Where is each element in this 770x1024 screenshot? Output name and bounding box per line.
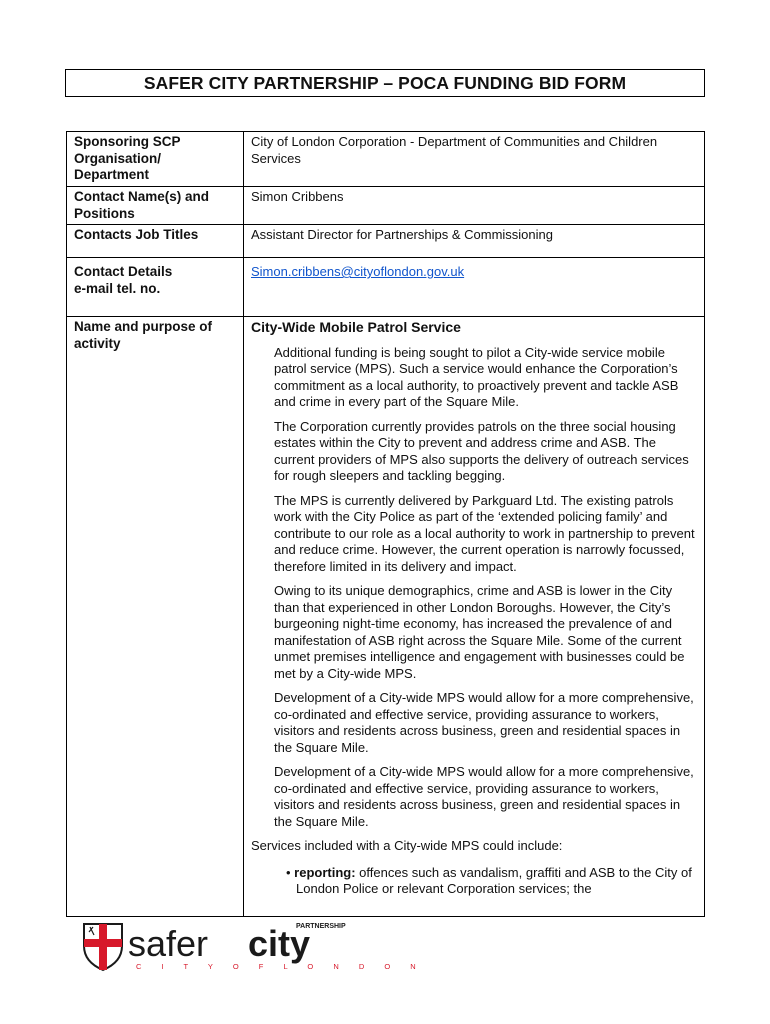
- contact-details-label-text: Contact Details e-mail tel. no.: [74, 264, 173, 296]
- bullet-text: offences such as vandalism, graffiti and ASB to the City of London Police or relevant Corporation services; the: [296, 864, 692, 896]
- email-link[interactable]: Simon.cribbens@cityoflondon.gov.uk: [251, 264, 465, 279]
- job-title-label: Contacts Job Titles: [67, 225, 244, 258]
- table-row: [67, 317, 705, 917]
- contact-details-value: [244, 258, 705, 317]
- job-title-value: Assistant Director for Partnerships & Commissioning: [244, 225, 705, 258]
- activity-paragraph: Development of a City-wide MPS would allow for a more comprehensive, co-ordinated and effective service, providing assurance to workers, visitors and residents across business, green and residential spaces in the Square Mile.: [274, 690, 694, 755]
- list-item: • reporting: offences such as vandalism, graffiti and ASB to the City of London Police or relevant Corporation services; the: [286, 864, 692, 896]
- logo-partnership: PARTNERSHIP: [296, 923, 346, 930]
- activity-paragraph: Additional funding is being sought to pilot a City-wide service mobile patrol service (MPS). Such a service would enhance the Corporation’s commitment as a local authority, to proactively prevent and tackle ASB and crime in every part of the Square Mile.: [274, 344, 679, 409]
- services-lead: Services included with a City-wide MPS could include:: [251, 838, 563, 853]
- shield-cross-icon: [84, 924, 122, 970]
- table-row: [67, 225, 705, 258]
- activity-paragraph: The Corporation currently provides patrols on the three social housing estates within the City to prevent and address crime and ASB. The current providers of MPS also supports the delivery of outreach services for rough sleepers and tackling begging.: [274, 418, 689, 483]
- contact-name-label: Contact Name(s) and Positions: [67, 187, 244, 225]
- activity-table: [66, 316, 705, 917]
- safer-city-logo: [82, 920, 425, 972]
- logo-word-city: city: [248, 923, 311, 964]
- contact-table: [66, 131, 705, 317]
- contact-details-label: [67, 258, 244, 317]
- contact-name-value: Simon Cribbens: [244, 187, 705, 225]
- activity-paragraph: Owing to its unique demographics, crime and ASB is lower in the City than that experienced in other London Boroughs. However, the City’s burgeoning night-time economy, has increased the prevalence of and manifestation of ASB right across the Square Mile. Some of the current unmet premises intelligence and engagement with businesses could be met by a City-wide MPS.: [274, 583, 685, 681]
- activity-content: [244, 317, 705, 917]
- activity-paragraph: The MPS is currently delivered by Parkguard Ltd. The existing patrols work with the City Police as part of the ‘extended policing family’ and contribute to our role as a local authority to work in partnership to prevent and reduce crime. However, the current operation is narrowly focussed, therefore limited in its delivery and impact.: [274, 492, 695, 574]
- activity-title: City-Wide Mobile Patrol Service: [251, 319, 461, 335]
- table-row: [67, 132, 705, 187]
- table-row: [67, 187, 705, 225]
- form-title: SAFER CITY PARTNERSHIP – POCA FUNDING BID FORM: [65, 69, 705, 97]
- table-row: [67, 258, 705, 317]
- activity-label: Name and purpose of activity: [67, 317, 244, 917]
- sponsoring-value: City of London Corporation - Department of Communities and Children Services: [244, 132, 705, 187]
- logo-word-safer: safer: [128, 923, 209, 964]
- bullet-term: reporting:: [294, 864, 356, 880]
- sponsoring-label: Sponsoring SCP Organisation/ Department: [67, 132, 244, 187]
- logo-graphic: [82, 920, 425, 972]
- activity-paragraph: Development of a City-wide MPS would allow for a more comprehensive, co-ordinated and effective service, providing assurance to workers, visitors and residents across business, green and residential spaces in the Square Mile.: [274, 764, 694, 829]
- logo-subtitle: C I T Y O F L O N D O N: [136, 962, 425, 971]
